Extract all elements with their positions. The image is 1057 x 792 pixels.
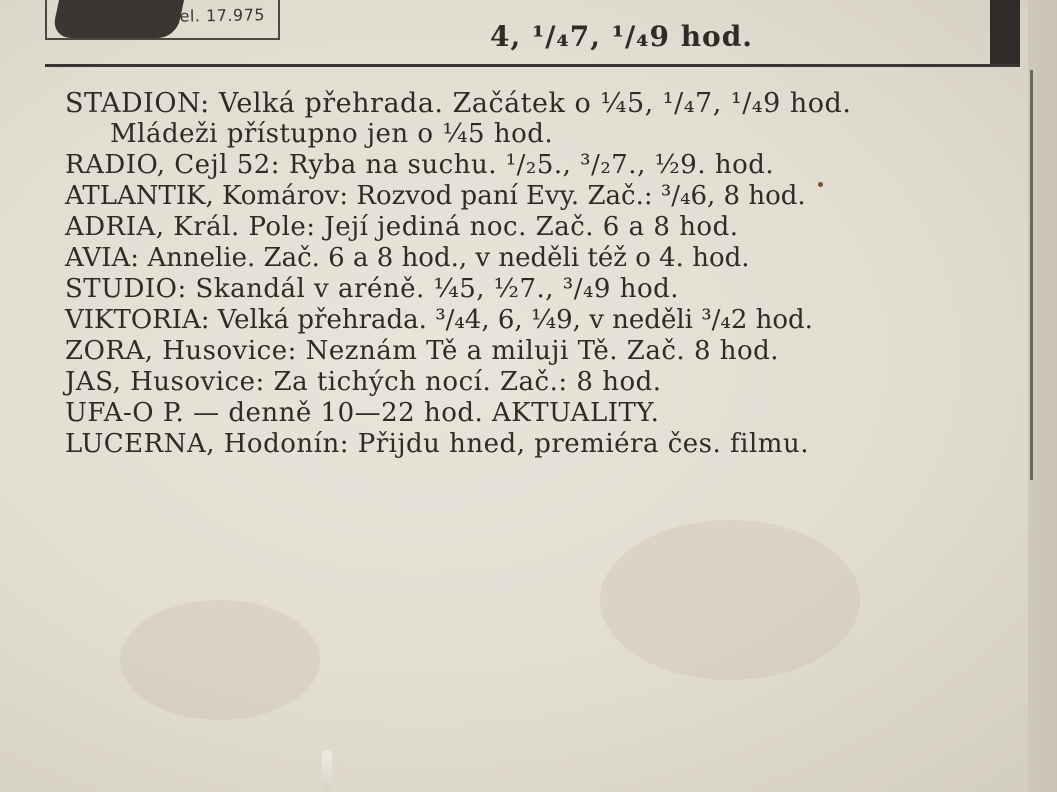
listing-stadion: STADION: Velká přehrada. Začátek o ¼5, ¹/₄7, ¹/₄9 hod. — [65, 88, 852, 119]
cinema-listings — [65, 88, 1025, 460]
dark-ink-block — [990, 0, 1020, 66]
listing-stadion-note: Mládeži přístupno jen o ¼5 hod. — [110, 119, 554, 149]
listing-viktoria: VIKTORIA: Velká přehrada. ³/₄4, 6, ¼9, v neděli ³/₄2 hod. — [65, 305, 813, 335]
listing-adria: ADRIA, Král. Pole: Její jediná noc. Zač. 6 a 8 hod. — [65, 212, 739, 242]
paper-stain — [600, 520, 860, 680]
listing-radio: RADIO, Cejl 52: Ryba na suchu. ¹/₂5., ³/₂7., ½9. hod. — [65, 150, 775, 180]
paper-crease — [322, 750, 332, 792]
header-showtimes: 4, ¹/₄7, ¹/₄9 hod. — [490, 20, 754, 53]
ink-speck — [818, 182, 823, 187]
phone-number: Tel. 17.975 — [171, 5, 266, 26]
listing-avia: AVIA: Annelie. Zač. 6 a 8 hod., v neděli též o 4. hod. — [65, 243, 750, 273]
listing-lucerna: LUCERNA, Hodonín: Přijdu hned, premiéra čes. filmu. — [65, 429, 809, 459]
listing-jas: JAS, Husovice: Za tichých nocí. Zač.: 8 hod. — [65, 367, 662, 397]
paper-stain — [120, 600, 320, 720]
listing-studio: STUDIO: Skandál v aréně. ¼5, ½7., ³/₄9 hod. — [65, 274, 680, 304]
cinema-logo — [51, 0, 184, 38]
listing-ufa: UFA-O P. — denně 10—22 hod. AKTUALITY. — [65, 398, 660, 428]
column-rule — [1030, 70, 1033, 480]
listing-zora: ZORA, Husovice: Neznám Tě a miluji Tě. Zač. 8 hod. — [65, 336, 780, 366]
listing-atlantik: ATLANTIK, Komárov: Rozvod paní Evy. Zač.: ³/₄6, 8 hod. — [65, 181, 806, 211]
section-divider — [45, 64, 1020, 67]
